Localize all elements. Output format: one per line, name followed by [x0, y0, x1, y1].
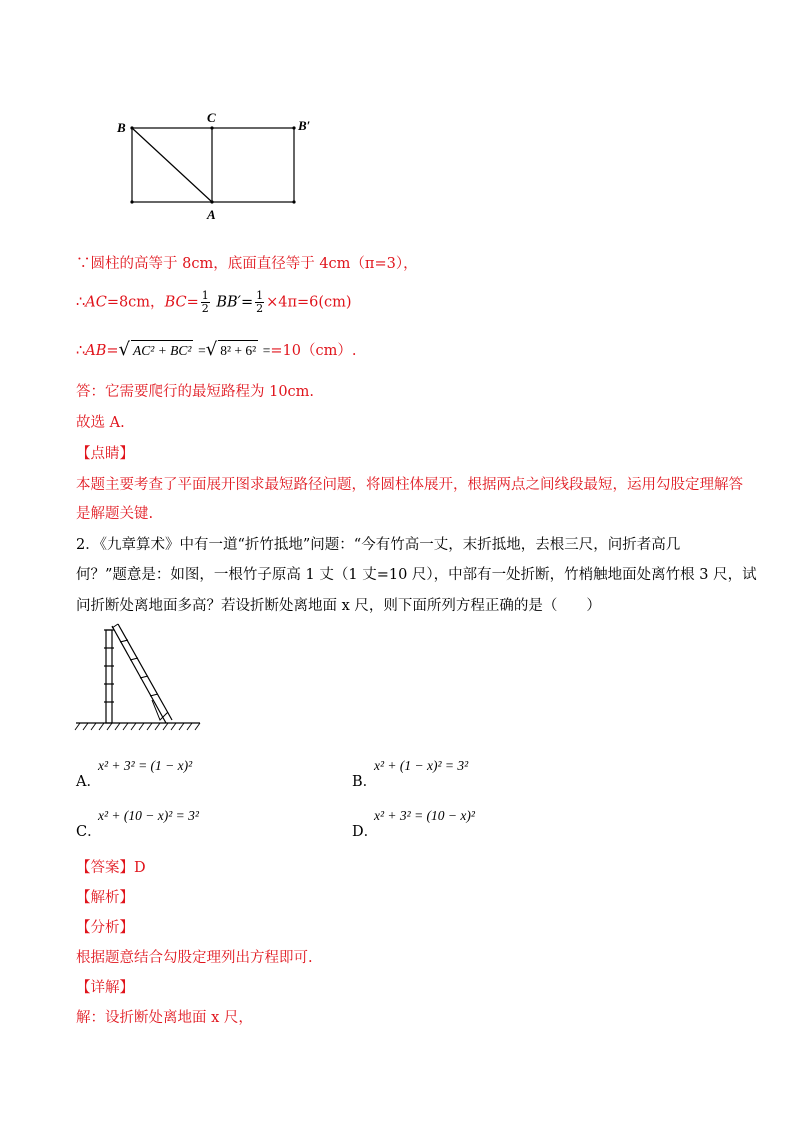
fenxi-text: 根据题意结合勾股定理列出方程即可. — [76, 950, 313, 966]
question2-line3: 问折断处离地面多高？若设折断处离地面 x 尺，则下面所列方程正确的是（ ） — [76, 598, 601, 614]
comment-line2: 是解题关键. — [76, 506, 154, 522]
sqrt-8-6: 8² + 6² — [218, 340, 258, 361]
comment-heading: 【点睛】 — [76, 446, 134, 462]
unfolded-rectangle — [132, 128, 294, 202]
analysis-heading: 【解析】 — [76, 890, 134, 906]
fenxi-heading: 【分析】 — [76, 920, 134, 936]
option-b[interactable]: B． — [352, 774, 378, 790]
option-d-formula: x² + 3² = (10 − x)² — [374, 808, 475, 823]
solution2-answer: 【答案】D — [76, 860, 146, 876]
detail-text: 解：设折断处离地面 x 尺， — [76, 1010, 253, 1026]
option-a[interactable]: A． — [76, 774, 101, 790]
label-c: C — [207, 110, 216, 125]
sqrt-ac-bc: AC² + BC² — [131, 340, 193, 361]
option-c[interactable]: C． — [76, 824, 102, 840]
solution1-line1: ∵圆柱的高等于 8cm，底面直径等于 4cm（π=3）， — [76, 256, 418, 272]
detail-heading: 【详解】 — [76, 980, 134, 996]
question2-line1: 2．《九章算术》中有一道“折竹抵地”问题：“今有竹高一丈，末折抵地，去根三尺，问折者高几 — [76, 537, 681, 553]
label-b: B — [117, 120, 126, 135]
unfolded-cylinder-figure — [110, 108, 320, 228]
solution1-answer: 答：它需要爬行的最短路程为 10cm. — [76, 384, 315, 400]
label-a: A — [207, 207, 216, 222]
option-b-formula: x² + (1 − x)² = 3² — [374, 758, 469, 773]
comment-line1: 本题主要考查了平面展开图求最短路径问题，将圆柱体展开，根据两点之间线段最短，运用勾股定理解答 — [76, 477, 743, 493]
diagonal-ab — [132, 128, 212, 202]
solution1-line2: ∴AC=8cm，BC= $\frac{1}{2}$ BB′= $\frac{1}{2}$ ×4π=6(cm) — [76, 289, 352, 315]
solution1-choice: 故选 A. — [76, 415, 125, 431]
fraction-half: $\frac{1}{2}$ — [201, 289, 209, 315]
broken-bamboo-figure — [74, 620, 204, 732]
label-b-prime: B′ — [298, 118, 311, 133]
option-c-formula: x² + (10 − x)² = 3² — [98, 808, 199, 823]
solution1-line3: ∴AB=√ AC² + BC² =√ 8² + 6² ==10（cm）. — [76, 339, 357, 360]
question2-line2: 何？”题意是：如图，一根竹子原高 1 丈（1 丈=10 尺），中部有一处折断，竹梢触地面处离竹根 3 尺，试 — [76, 567, 757, 583]
fraction-half-2: $\frac{1}{2}$ — [256, 289, 264, 315]
option-d[interactable]: D． — [352, 824, 379, 840]
option-a-formula: x² + 3² = (1 − x)² — [98, 758, 193, 773]
